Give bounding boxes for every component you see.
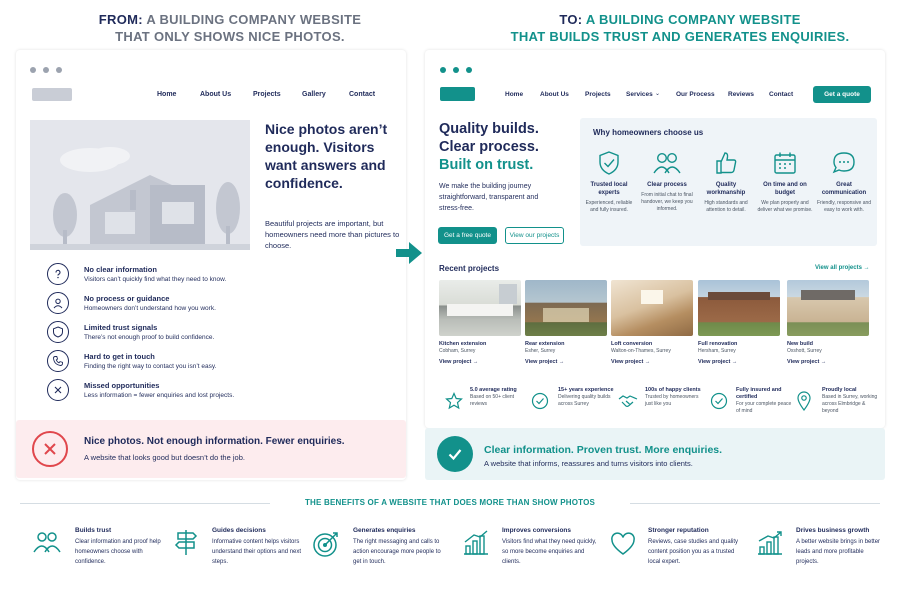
why-item-title: On time and on budget (763, 182, 807, 196)
project-photo-kitchen (439, 280, 521, 336)
location-icon (797, 391, 811, 416)
after-hero-line1: Quality builds. (439, 121, 539, 137)
benefits-divider-right (630, 503, 880, 504)
user-icon (47, 292, 69, 314)
view-project-link[interactable]: View project → (787, 359, 827, 365)
project-photo-renovation (698, 280, 780, 336)
benefit-desc: Clear information and proof help homeowners choose with confidence. (75, 539, 161, 565)
after-nav-about[interactable]: About Us (540, 91, 569, 98)
benefit-title: Builds trust (75, 527, 112, 534)
why-item-title: Quality workmanship (706, 182, 746, 196)
arrow-right-small-icon: → (863, 265, 870, 271)
project-title: Loft conversion (611, 341, 653, 347)
before-window-dots (30, 60, 69, 78)
why-item-desc: We plan properly and deliver what we promise. (757, 200, 813, 213)
x-circle-icon (32, 431, 68, 467)
after-banner-text: A website that informs, reassures and turns visitors into clients. (484, 459, 693, 468)
problem-title: Limited trust signals (84, 323, 158, 332)
view-project-link[interactable]: View project → (611, 359, 651, 365)
to-headline (480, 11, 880, 45)
after-hero-line2: Clear process. (439, 139, 539, 155)
project-location: Esher, Surrey (525, 348, 556, 354)
problem-title: No clear information (84, 265, 157, 274)
after-window (425, 50, 885, 428)
benefit-desc: A better website brings in better leads and more profitable projects. (796, 539, 881, 565)
project-location: Hersham, Surrey (698, 348, 736, 354)
signpost-icon (174, 528, 198, 561)
why-item-title: Clear process (647, 182, 687, 188)
before-banner-text: A website that looks good but doesn’t do the job. (84, 453, 245, 462)
problem-desc: Finding the right way to contact you isn’t easy. (84, 363, 217, 370)
chat-icon (831, 150, 857, 176)
shield-icon (47, 321, 69, 343)
why-item-desc: Friendly, responsive and easy to work with. (816, 200, 872, 213)
project-card[interactable] (439, 280, 521, 365)
problem-desc: Less information = fewer enquiries and lost projects. (84, 392, 235, 399)
check-badge-icon (437, 436, 473, 472)
benefit-desc: Visitors find what they need quickly, so more become enquiries and clients. (502, 539, 597, 565)
project-location: Oxshott, Surrey (787, 348, 822, 354)
after-nav-contact[interactable]: Contact (769, 91, 794, 98)
why-title: Why homeowners choose us (593, 128, 704, 137)
benefit-item (75, 527, 165, 567)
before-nav-home[interactable]: Home (157, 91, 177, 98)
get-quote-button[interactable]: Get a quote (813, 86, 871, 103)
thumbs-up-icon (713, 150, 739, 176)
certified-icon (710, 392, 728, 415)
view-all-projects-label: View all projects (815, 265, 862, 271)
stat-item (822, 387, 882, 415)
chevron-down-icon[interactable]: ⌄ (655, 91, 661, 97)
from-text-2: THAT ONLY SHOWS NICE PHOTOS. (115, 29, 345, 44)
project-photo-new-build (787, 280, 869, 336)
project-title: New build (787, 341, 813, 347)
benefit-title: Drives business growth (796, 527, 870, 534)
before-window (16, 50, 406, 480)
benefit-item (796, 527, 886, 567)
get-free-quote-button[interactable]: Get a free quote (438, 227, 497, 244)
why-item (816, 150, 872, 214)
benefit-item (353, 527, 448, 567)
arrow-right-icon (396, 242, 422, 269)
from-text-1: A BUILDING COMPANY WEBSITE (146, 12, 362, 27)
problem-item (84, 323, 214, 341)
after-logo-placeholder (440, 87, 475, 101)
benefit-desc: Informative content helps visitors understand their options and next steps. (212, 539, 302, 565)
benefit-item (212, 527, 302, 567)
after-nav-process[interactable]: Our Process (676, 91, 715, 98)
view-project-link[interactable]: View project → (525, 359, 565, 365)
calendar-icon (772, 150, 798, 176)
problem-title: Hard to get in touch (84, 352, 155, 361)
benefit-item (502, 527, 597, 567)
project-card[interactable] (525, 280, 607, 365)
to-text-2: THAT BUILDS TRUST AND GENERATES ENQUIRIES. (510, 29, 850, 44)
after-banner (425, 428, 885, 480)
stat-title: Proudly local (822, 387, 857, 393)
shield-check-icon (596, 150, 622, 176)
before-hero-title: Nice photos aren’t enough. Visitors want answers and confidence. (265, 121, 388, 191)
view-projects-button[interactable]: View our projects (505, 227, 564, 244)
growth-chart-icon (756, 530, 784, 561)
stat-desc: Delivering quality builds across Surrey (558, 394, 611, 407)
stat-desc: Based on 50+ client reviews (470, 394, 515, 407)
view-all-projects-link[interactable] (815, 265, 870, 271)
why-item (639, 150, 695, 213)
stat-title: Fully insured and certified (736, 387, 782, 400)
problem-desc: Visitors can’t quickly find what they need to know. (84, 276, 227, 283)
problem-item (84, 265, 226, 283)
benefit-title: Improves conversions (502, 527, 571, 534)
stat-item (736, 387, 796, 415)
project-title: Kitchen extension (439, 341, 487, 347)
stat-title: 15+ years experience (558, 387, 614, 393)
benefit-title: Stronger reputation (648, 527, 709, 534)
benefits-divider-left (20, 503, 270, 504)
why-item (757, 150, 813, 214)
why-item (581, 150, 637, 214)
benefit-desc: The right messaging and calls to action encourage more people to get in touch. (353, 539, 441, 565)
before-banner (16, 420, 406, 478)
benefit-desc: Reviews, case studies and quality content position you as a trusted local expert. (648, 539, 739, 565)
before-hero-image-placeholder (30, 120, 250, 250)
project-card[interactable] (698, 280, 780, 365)
after-nav-projects[interactable]: Projects (585, 91, 611, 98)
why-item (698, 150, 754, 214)
from-headline (60, 11, 400, 45)
project-card[interactable] (611, 280, 693, 365)
problem-item (84, 352, 216, 370)
stat-item (470, 387, 530, 408)
to-text-1: A BUILDING COMPANY WEBSITE (585, 12, 801, 27)
stat-desc: Trusted by homeowners just like you (645, 394, 699, 407)
problem-desc: Homeowners don’t understand how you work. (84, 305, 216, 312)
stat-item (558, 387, 618, 408)
people-icon (32, 530, 62, 559)
handshake-icon (618, 392, 638, 415)
stat-desc: For your complete peace of mind (736, 401, 792, 414)
from-label: FROM: (98, 12, 143, 27)
star-icon (445, 392, 463, 415)
before-hero-text: Beautiful projects are important, but homeowners need more than pictures to choose. (265, 219, 400, 250)
before-nav-projects[interactable]: Projects (253, 91, 281, 98)
view-project-link[interactable]: View project → (439, 359, 479, 365)
problem-item (84, 381, 234, 399)
stat-item (645, 387, 707, 408)
why-choose-us-box (580, 118, 877, 246)
bar-chart-icon (462, 530, 490, 561)
benefit-title: Generates enquiries (353, 527, 416, 534)
people-icon (652, 150, 682, 176)
why-item-title: Trusted local experts (590, 182, 628, 196)
check-circle-icon (531, 392, 549, 415)
heart-icon (610, 532, 636, 561)
after-hero-text: We make the building journey straightforward, transparent and stress-free. (439, 183, 539, 212)
after-banner-title: Clear information. Proven trust. More enquiries. (484, 444, 723, 456)
stat-desc: Based in Surrey, working across Elmbridge & beyond (822, 394, 878, 414)
projects-title: Recent projects (439, 264, 500, 273)
house-illustration (30, 120, 250, 250)
project-card[interactable] (787, 280, 869, 365)
after-hero-title (439, 120, 539, 174)
project-photo-rear-extension (525, 280, 607, 336)
after-nav-home[interactable]: Home (505, 91, 524, 98)
why-item-desc: From initial chat to final handover, we keep you informed. (641, 192, 693, 212)
after-hero-line3: Built on trust. (439, 157, 534, 173)
why-item-desc: Experienced, reliable and fully insured. (585, 200, 633, 213)
project-location: Cobham, Surrey (439, 348, 476, 354)
after-nav-services[interactable]: Services (626, 91, 653, 98)
project-photo-loft (611, 280, 693, 336)
question-icon (47, 263, 69, 285)
why-item-desc: High standards and attention to detail. (704, 200, 748, 213)
before-banner-title: Nice photos. Not enough information. Fewer enquiries. (84, 436, 345, 447)
before-nav-about[interactable]: About Us (200, 91, 232, 98)
before-nav-gallery[interactable]: Gallery (302, 91, 326, 98)
problem-title: Missed opportunities (84, 381, 160, 390)
benefit-item (648, 527, 748, 567)
before-logo-placeholder (32, 88, 72, 101)
project-location: Walton-on-Thames, Surrey (611, 348, 671, 354)
problem-title: No process or guidance (84, 294, 170, 303)
why-item-title: Great communication (821, 182, 867, 196)
after-window-dots (440, 60, 479, 78)
benefits-title: THE BENEFITS OF A WEBSITE THAT DOES MORE THAN SHOW PHOTOS (304, 498, 596, 507)
project-title: Rear extension (525, 341, 565, 347)
x-icon (47, 379, 69, 401)
view-project-link[interactable]: View project → (698, 359, 738, 365)
stat-title: 100s of happy clients (645, 387, 701, 393)
phone-icon (47, 350, 69, 372)
target-icon (312, 530, 340, 563)
benefit-title: Guides decisions (212, 527, 266, 534)
stat-title: 5.0 average rating (470, 387, 517, 393)
before-nav-contact[interactable]: Contact (349, 91, 376, 98)
problem-item (84, 294, 216, 312)
problem-desc: There’s not enough proof to build confidence. (84, 334, 215, 341)
to-label: TO: (559, 12, 583, 27)
project-title: Full renovation (698, 341, 738, 347)
after-nav-reviews[interactable]: Reviews (728, 91, 755, 98)
